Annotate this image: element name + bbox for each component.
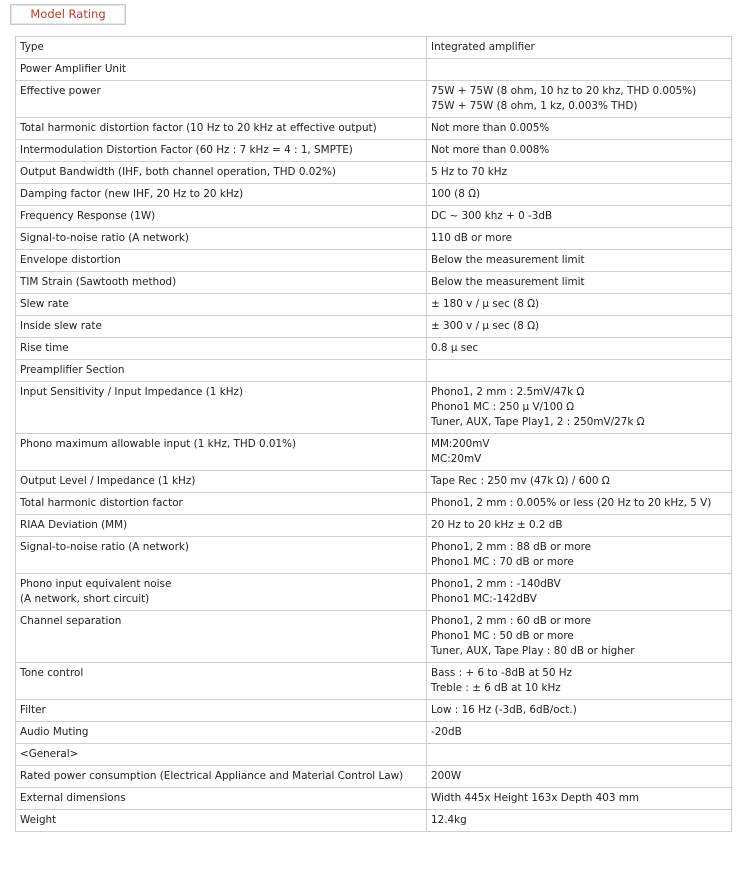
spec-label: Output Level / Impedance (1 kHz) xyxy=(16,471,427,493)
spec-value: Not more than 0.008% xyxy=(427,140,732,162)
spec-label: Filter xyxy=(16,700,427,722)
spec-value: Phono1, 2 mm : 2.5mV/47k Ω Phono1 MC : 250 μ V/100 Ω Tuner, AUX, Tape Play1, 2 : 250mV/27k Ω xyxy=(427,382,732,434)
spec-value: Phono1, 2 mm : -140dBV Phono1 MC:-142dBV xyxy=(427,574,732,611)
spec-row xyxy=(16,118,732,140)
spec-row xyxy=(16,434,732,471)
spec-label: Phono maximum allowable input (1 kHz, THD 0.01%) xyxy=(16,434,427,471)
spec-value xyxy=(427,360,732,382)
spec-value: Below the measurement limit xyxy=(427,272,732,294)
spec-label: Frequency Response (1W) xyxy=(16,206,427,228)
spec-row xyxy=(16,59,732,81)
spec-row xyxy=(16,140,732,162)
spec-value: 110 dB or more xyxy=(427,228,732,250)
spec-row xyxy=(16,184,732,206)
spec-value xyxy=(427,59,732,81)
spec-row xyxy=(16,810,732,832)
spec-label: Rated power consumption (Electrical Appliance and Material Control Law) xyxy=(16,766,427,788)
spec-label: Power Amplifier Unit xyxy=(16,59,427,81)
spec-row xyxy=(16,162,732,184)
spec-row xyxy=(16,228,732,250)
spec-value: 0.8 μ sec xyxy=(427,338,732,360)
spec-row xyxy=(16,316,732,338)
spec-label: Preamplifier Section xyxy=(16,360,427,382)
spec-table-body xyxy=(16,37,732,832)
spec-row xyxy=(16,338,732,360)
spec-label: RIAA Deviation (MM) xyxy=(16,515,427,537)
spec-label: Effective power xyxy=(16,81,427,118)
spec-label: Input Sensitivity / Input Impedance (1 kHz) xyxy=(16,382,427,434)
spec-row xyxy=(16,611,732,663)
spec-value: Phono1, 2 mm : 60 dB or more Phono1 MC : 50 dB or more Tuner, AUX, Tape Play : 80 dB or higher xyxy=(427,611,732,663)
spec-label: Audio Muting xyxy=(16,722,427,744)
spec-table xyxy=(15,36,732,832)
spec-row xyxy=(16,722,732,744)
spec-label: Slew rate xyxy=(16,294,427,316)
spec-row xyxy=(16,294,732,316)
spec-value: Integrated amplifier xyxy=(427,37,732,59)
spec-value: Tape Rec : 250 mv (47k Ω) / 600 Ω xyxy=(427,471,732,493)
spec-label: Intermodulation Distortion Factor (60 Hz : 7 kHz = 4 : 1, SMPTE) xyxy=(16,140,427,162)
spec-value: MM:200mV MC:20mV xyxy=(427,434,732,471)
spec-value: 12.4kg xyxy=(427,810,732,832)
spec-row xyxy=(16,81,732,118)
spec-label: Total harmonic distortion factor (10 Hz to 20 kHz at effective output) xyxy=(16,118,427,140)
spec-value: 75W + 75W (8 ohm, 10 hz to 20 khz, THD 0.005%) 75W + 75W (8 ohm, 1 kz, 0.003% THD) xyxy=(427,81,732,118)
spec-label: Weight xyxy=(16,810,427,832)
spec-row xyxy=(16,206,732,228)
spec-label: Rise time xyxy=(16,338,427,360)
spec-row xyxy=(16,493,732,515)
spec-row xyxy=(16,37,732,59)
spec-label: Type xyxy=(16,37,427,59)
spec-row xyxy=(16,250,732,272)
spec-value: 200W xyxy=(427,766,732,788)
spec-value: Below the measurement limit xyxy=(427,250,732,272)
spec-row xyxy=(16,574,732,611)
spec-row xyxy=(16,766,732,788)
spec-label: Signal-to-noise ratio (A network) xyxy=(16,537,427,574)
spec-value: Not more than 0.005% xyxy=(427,118,732,140)
spec-label: TIM Strain (Sawtooth method) xyxy=(16,272,427,294)
spec-row xyxy=(16,788,732,810)
spec-value xyxy=(427,744,732,766)
spec-row xyxy=(16,471,732,493)
spec-label: External dimensions xyxy=(16,788,427,810)
spec-value: Width 445x Height 163x Depth 403 mm xyxy=(427,788,732,810)
spec-label: Phono input equivalent noise (A network, short circuit) xyxy=(16,574,427,611)
spec-row xyxy=(16,272,732,294)
spec-row xyxy=(16,537,732,574)
spec-value: 5 Hz to 70 kHz xyxy=(427,162,732,184)
spec-value: Bass : + 6 to -8dB at 50 Hz Treble : ± 6 dB at 10 kHz xyxy=(427,663,732,700)
spec-row xyxy=(16,382,732,434)
spec-value: 20 Hz to 20 kHz ± 0.2 dB xyxy=(427,515,732,537)
spec-row xyxy=(16,700,732,722)
spec-label: Tone control xyxy=(16,663,427,700)
spec-label: <General> xyxy=(16,744,427,766)
spec-label: Signal-to-noise ratio (A network) xyxy=(16,228,427,250)
spec-value: 100 (8 Ω) xyxy=(427,184,732,206)
spec-value: Phono1, 2 mm : 0.005% or less (20 Hz to 20 kHz, 5 V) xyxy=(427,493,732,515)
spec-row xyxy=(16,744,732,766)
model-rating-tab[interactable]: Model Rating xyxy=(10,4,126,25)
spec-row xyxy=(16,663,732,700)
spec-label: Inside slew rate xyxy=(16,316,427,338)
spec-label: Channel separation xyxy=(16,611,427,663)
spec-label: Damping factor (new IHF, 20 Hz to 20 kHz) xyxy=(16,184,427,206)
spec-label: Total harmonic distortion factor xyxy=(16,493,427,515)
spec-value: ± 300 v / μ sec (8 Ω) xyxy=(427,316,732,338)
spec-value: Phono1, 2 mm : 88 dB or more Phono1 MC : 70 dB or more xyxy=(427,537,732,574)
spec-value: Low : 16 Hz (-3dB, 6dB/oct.) xyxy=(427,700,732,722)
spec-label: Output Bandwidth (IHF, both channel operation, THD 0.02%) xyxy=(16,162,427,184)
spec-label: Envelope distortion xyxy=(16,250,427,272)
spec-value: DC ~ 300 khz + 0 -3dB xyxy=(427,206,732,228)
spec-value: -20dB xyxy=(427,722,732,744)
spec-row xyxy=(16,360,732,382)
spec-value: ± 180 v / μ sec (8 Ω) xyxy=(427,294,732,316)
spec-row xyxy=(16,515,732,537)
